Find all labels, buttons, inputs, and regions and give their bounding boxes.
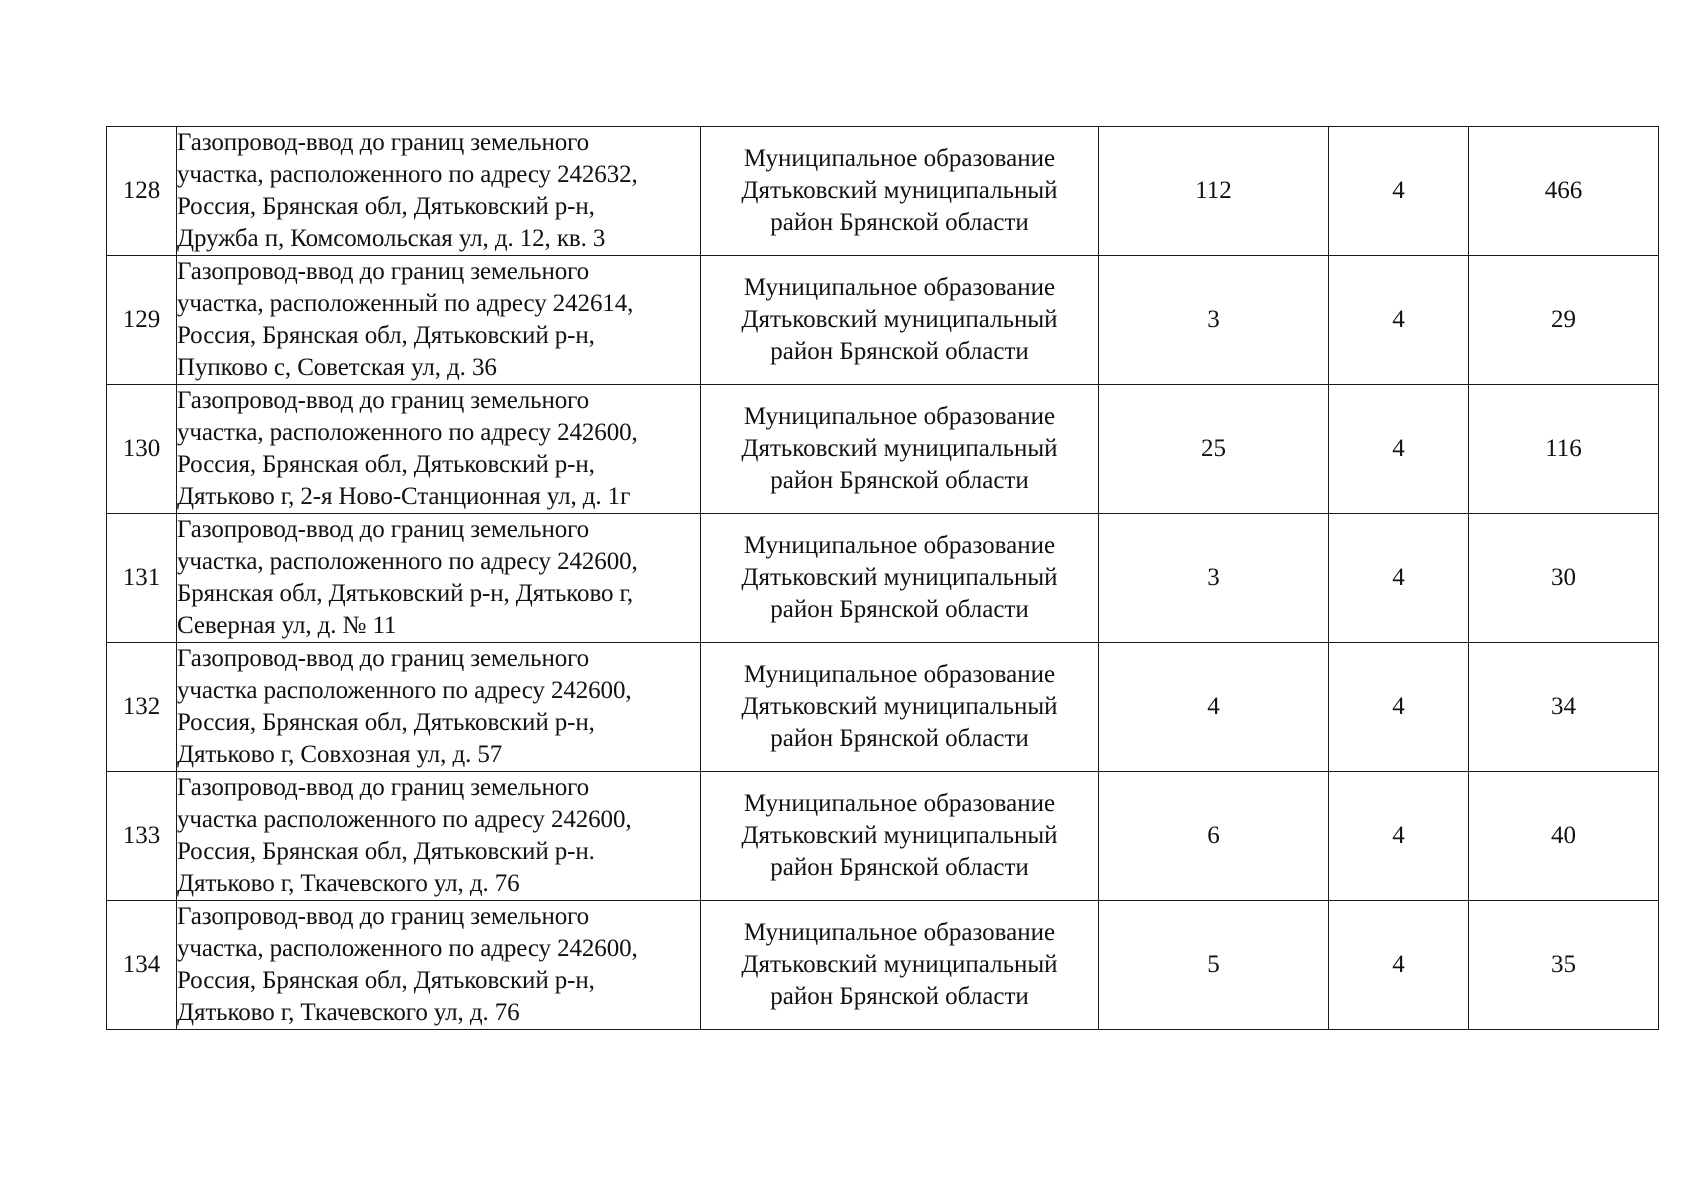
row-number-cell: 134 xyxy=(107,901,177,1030)
value-cell-5: 4 xyxy=(1329,256,1469,385)
value-cell-6: 116 xyxy=(1469,385,1659,514)
document-page xyxy=(106,126,1658,1030)
value-cell-5: 4 xyxy=(1329,901,1469,1030)
value-cell-6: 40 xyxy=(1469,772,1659,901)
row-number-cell: 132 xyxy=(107,643,177,772)
owner-cell: Муниципальное образование Дятьковский муниципальный район Брянской области xyxy=(701,256,1099,385)
table-row xyxy=(107,514,1659,643)
value-cell-5: 4 xyxy=(1329,514,1469,643)
value-cell-6: 29 xyxy=(1469,256,1659,385)
owner-cell: Муниципальное образование Дятьковский муниципальный район Брянской области xyxy=(701,514,1099,643)
value-cell-4: 25 xyxy=(1099,385,1329,514)
value-cell-5: 4 xyxy=(1329,127,1469,256)
value-cell-6: 35 xyxy=(1469,901,1659,1030)
object-description-cell: Газопровод-ввод до границ земельного участка, расположенного по адресу 242632, Россия, Брянская обл, Дятьковский р-н, Дружба п, Комсомольская ул, д. 12, кв. 3 xyxy=(177,127,701,256)
object-description-cell: Газопровод-ввод до границ земельного участка, расположенный по адресу 242614, Россия, Брянская обл, Дятьковский р-н, Пупково с, Советская ул, д. 36 xyxy=(177,256,701,385)
table-row xyxy=(107,901,1659,1030)
table-row xyxy=(107,256,1659,385)
table-row xyxy=(107,643,1659,772)
row-number-cell: 131 xyxy=(107,514,177,643)
row-number-cell: 128 xyxy=(107,127,177,256)
value-cell-4: 4 xyxy=(1099,643,1329,772)
value-cell-4: 5 xyxy=(1099,901,1329,1030)
value-cell-5: 4 xyxy=(1329,643,1469,772)
table-row xyxy=(107,385,1659,514)
row-number-cell: 130 xyxy=(107,385,177,514)
value-cell-5: 4 xyxy=(1329,385,1469,514)
row-number-cell: 129 xyxy=(107,256,177,385)
row-number-cell: 133 xyxy=(107,772,177,901)
value-cell-6: 466 xyxy=(1469,127,1659,256)
value-cell-4: 112 xyxy=(1099,127,1329,256)
object-description-cell: Газопровод-ввод до границ земельного участка расположенного по адресу 242600, Россия, Брянская обл, Дятьковский р-н. Дятьково г, Ткачевского ул, д. 76 xyxy=(177,772,701,901)
table-row xyxy=(107,772,1659,901)
value-cell-4: 3 xyxy=(1099,514,1329,643)
property-registry-table xyxy=(106,126,1659,1030)
owner-cell: Муниципальное образование Дятьковский муниципальный район Брянской области xyxy=(701,127,1099,256)
value-cell-4: 6 xyxy=(1099,772,1329,901)
owner-cell: Муниципальное образование Дятьковский муниципальный район Брянской области xyxy=(701,385,1099,514)
value-cell-6: 34 xyxy=(1469,643,1659,772)
owner-cell: Муниципальное образование Дятьковский муниципальный район Брянской области xyxy=(701,643,1099,772)
owner-cell: Муниципальное образование Дятьковский муниципальный район Брянской области xyxy=(701,772,1099,901)
value-cell-6: 30 xyxy=(1469,514,1659,643)
object-description-cell: Газопровод-ввод до границ земельного участка, расположенного по адресу 242600, Россия, Брянская обл, Дятьковский р-н, Дятьково г, Ткачевского ул, д. 76 xyxy=(177,901,701,1030)
value-cell-5: 4 xyxy=(1329,772,1469,901)
value-cell-4: 3 xyxy=(1099,256,1329,385)
object-description-cell: Газопровод-ввод до границ земельного участка, расположенного по адресу 242600, Россия, Брянская обл, Дятьковский р-н, Дятьково г, 2-я Ново-Станционная ул, д. 1г xyxy=(177,385,701,514)
table-row xyxy=(107,127,1659,256)
object-description-cell: Газопровод-ввод до границ земельного участка, расположенного по адресу 242600, Брянская обл, Дятьковский р-н, Дятьково г, Северная ул, д. № 11 xyxy=(177,514,701,643)
object-description-cell: Газопровод-ввод до границ земельного участка расположенного по адресу 242600, Россия, Брянская обл, Дятьковский р-н, Дятьково г, Совхозная ул, д. 57 xyxy=(177,643,701,772)
owner-cell: Муниципальное образование Дятьковский муниципальный район Брянской области xyxy=(701,901,1099,1030)
